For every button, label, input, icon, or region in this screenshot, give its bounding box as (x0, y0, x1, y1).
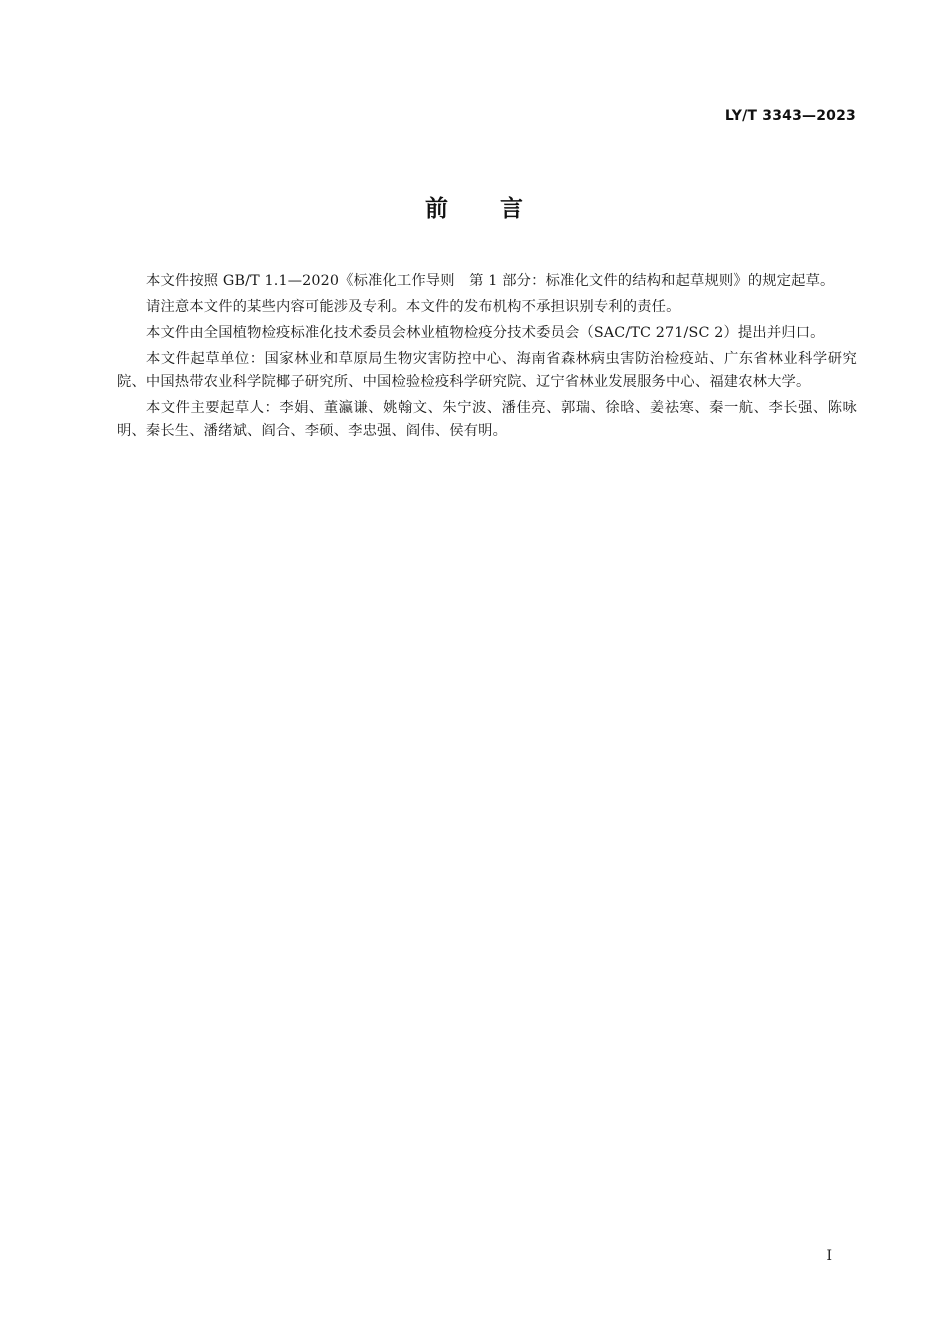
paragraph-proposer: 本文件由全国植物检疫标准化技术委员会林业植物检疫分技术委员会（SAC/TC 271/SC 2）提出并归口。 (146, 325, 825, 341)
title-char-2: 言 (500, 196, 525, 222)
foreword-body (117, 270, 857, 446)
title-char-1: 前 (425, 196, 450, 222)
standard-code: LY/T 3343—2023 (724, 108, 856, 124)
page-title (0, 190, 950, 223)
paragraph-patent-notice: 请注意本文件的某些内容可能涉及专利。本文件的发布机构不承担识别专利的责任。 (146, 299, 681, 315)
paragraph-drafting-rules: 本文件按照 GB/T 1.1—2020《标准化工作导则 第 1 部分：标准化文件的结构和起草规则》的规定起草。 (146, 273, 835, 289)
page-number: I (826, 1248, 832, 1264)
paragraph-drafters: 本文件主要起草人：李娟、董瀛谦、姚翰文、朱宁波、潘佳亮、郭瑞、徐晗、姜祛寒、秦一航、李长强、陈咏明、秦长生、潘绪斌、阎合、李硕、李忠强、阎伟、侯有明。 (117, 400, 857, 439)
paragraph-drafting-units: 本文件起草单位：国家林业和草原局生物灾害防控中心、海南省森林病虫害防治检疫站、广东省林业科学研究院、中国热带农业科学院椰子研究所、中国检验检疫科学研究院、辽宁省林业发展服务中心、福建农林大学。 (117, 351, 857, 390)
